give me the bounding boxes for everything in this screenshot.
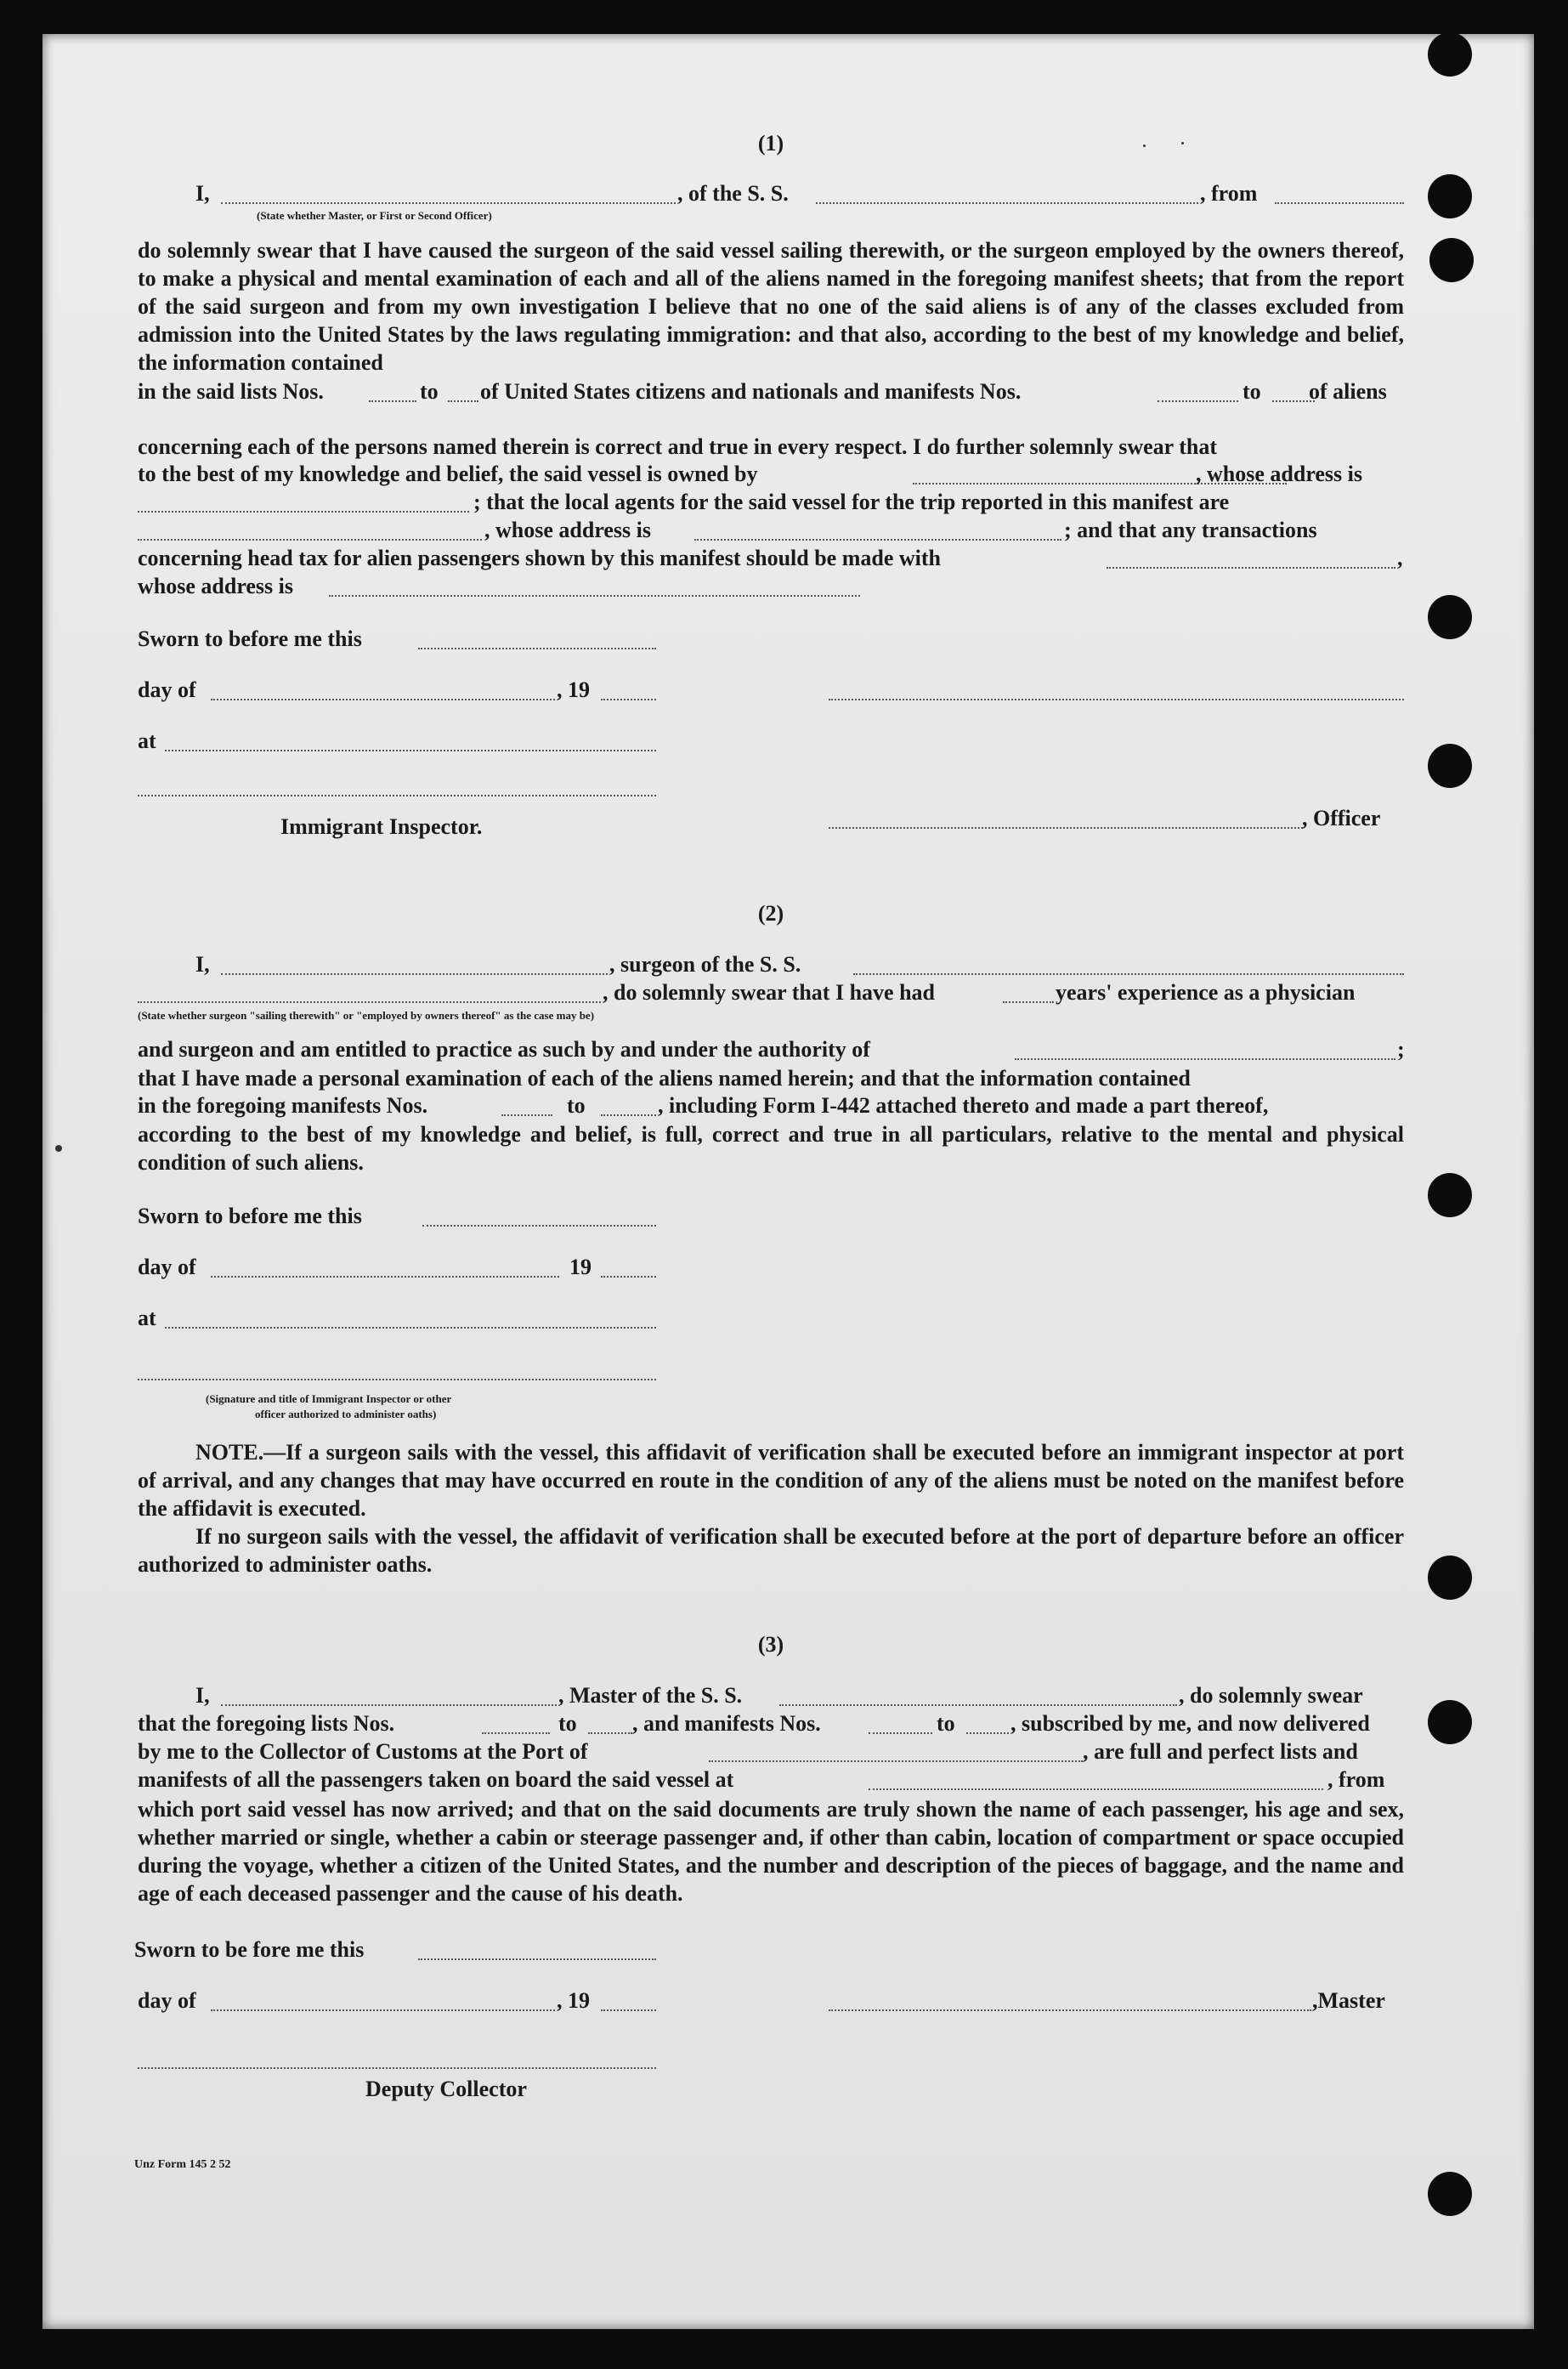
- port-of-arrival-field[interactable]: [709, 1759, 1083, 1762]
- label-i: I,: [195, 1683, 210, 1708]
- boarding-port-field[interactable]: [869, 1787, 1323, 1790]
- label-year-prefix: , 19: [557, 1988, 590, 2013]
- label-of-aliens: of aliens: [1309, 379, 1387, 404]
- day-line-2: [138, 1252, 1404, 1283]
- years-experience-field[interactable]: [1003, 1000, 1054, 1003]
- binder-hole: [1428, 744, 1472, 788]
- signature-note-1: (Signature and title of Immigrant Inspector or other: [206, 1392, 452, 1405]
- concerning-line: concerning each of the persons named therein is correct and true in every respect. I do further solemnly swear that: [138, 434, 1217, 459]
- binder-hole: [1428, 174, 1472, 218]
- agents-line: [138, 487, 1404, 518]
- label-to: to: [420, 379, 439, 404]
- label-sworn: Sworn to before me this: [138, 626, 362, 651]
- master-name-field[interactable]: [221, 1703, 557, 1706]
- form-number: Unz Form 145 2 52: [134, 2158, 231, 2171]
- label-to: to: [937, 1711, 955, 1736]
- inspector-signature-field[interactable]: [138, 1377, 656, 1380]
- lists-line-3: [138, 1709, 1404, 1739]
- manifests-from-field[interactable]: [501, 1113, 552, 1116]
- binder-hole: [1428, 32, 1472, 77]
- port-line-3: [138, 1737, 1404, 1767]
- comma: ,: [1397, 546, 1403, 570]
- label-citizens-manifests: of United States citizens and nationals and manifests Nos.: [480, 379, 1022, 404]
- label-to: to: [558, 1711, 577, 1736]
- label-at: at: [138, 728, 156, 753]
- label-whose-address: , whose address is: [1196, 462, 1363, 486]
- surgeon-status-field[interactable]: [138, 1000, 601, 1003]
- surgeon-note: (State whether surgeon "sailing therewith" or "employed by owners thereof" as the case may be): [138, 1009, 595, 1022]
- examination-line: that I have made a personal examination of each of the aliens named herein; and that the information contained: [138, 1066, 1191, 1091]
- label-year-prefix: , 19: [557, 677, 590, 702]
- label-foregoing-lists: that the foregoing lists Nos.: [138, 1711, 395, 1736]
- deputy-line: [138, 2074, 1404, 2105]
- label-master: ,Master: [1312, 1988, 1385, 2013]
- section-2-heading: (2): [757, 901, 784, 926]
- agents-field[interactable]: [138, 537, 482, 541]
- label-whose-address: whose address is: [138, 574, 294, 598]
- binder-hole: [1428, 1173, 1472, 1217]
- master-name-field[interactable]: [221, 201, 676, 204]
- semicolon: ;: [1397, 1037, 1405, 1062]
- label-taken-on-board: manifests of all the passengers taken on board the said vessel at: [138, 1767, 734, 1792]
- day-of-field[interactable]: [211, 2008, 555, 2011]
- at-place-field[interactable]: [165, 1325, 656, 1329]
- label-to: to: [567, 1093, 586, 1118]
- sworn-line-2: [138, 1201, 1404, 1232]
- label-officer: , Officer: [1302, 806, 1381, 830]
- master-line: [138, 179, 1404, 209]
- label-manifests-nos: , and manifests Nos.: [632, 1711, 821, 1736]
- binder-hole: [1428, 595, 1472, 639]
- boarding-line-3: [138, 1765, 1404, 1795]
- lists-to-field[interactable]: [448, 399, 478, 402]
- label-foregoing-manifests: in the foregoing manifests Nos.: [138, 1093, 428, 1118]
- label-collector-port: by me to the Collector of Customs at the Port of: [138, 1739, 588, 1764]
- vessel-name-field[interactable]: [816, 201, 1198, 204]
- label-immigrant-inspector: Immigrant Inspector.: [280, 814, 483, 839]
- label-whose-address: , whose address is: [484, 518, 652, 542]
- note-paragraph-1: NOTE.—If a surgeon sails with the vessel, this affidavit of verification shall be executed before an immigrant inspector at port of arrival, and any changes that may have occurred en route in the condition of any of the aliens must be noted on the manifest before the affidavit is executed.: [138, 1440, 1404, 1521]
- master-line-3: [138, 1680, 1404, 1711]
- day-line-1: [138, 675, 1404, 706]
- vessel-name-field[interactable]: [779, 1703, 1177, 1706]
- manifests-from-field[interactable]: [869, 1731, 932, 1734]
- label-full-perfect: , are full and perfect lists and: [1083, 1739, 1358, 1764]
- label-lists-nos: in the said lists Nos.: [138, 379, 324, 404]
- owner-line: [138, 459, 1404, 490]
- label-sworn: Sworn to be fore me this: [134, 1937, 365, 1962]
- year-field[interactable]: [601, 697, 656, 700]
- section-3-oath: which port said vessel has now arrived; and that on the said documents are truly shown the name of each passenger, his age and sex, whether married or single, whether a cabin or steerage passenger and, if other than cabin, location of compartment or space occupied during the voyage, whether a citizen of the United States, and the number and description of the pieces of baggage, and the name and age of each deceased passenger and the cause of his death.: [138, 1797, 1404, 1906]
- sworn-date-field[interactable]: [418, 646, 656, 649]
- label-authority: and surgeon and am entitled to practice as such by and under the authority of: [138, 1037, 870, 1062]
- sworn-line-1: [138, 624, 1404, 655]
- inspector-signature-field[interactable]: [138, 793, 656, 796]
- sworn-date-field[interactable]: [418, 1957, 656, 1960]
- deputy-collector-signature-field[interactable]: [138, 2066, 656, 2069]
- label-from: , from: [1200, 181, 1258, 206]
- label-form-i442: , including Form I-442 attached thereto and made a part thereof,: [658, 1093, 1269, 1118]
- authority-line: [138, 1034, 1404, 1065]
- agents-address-field[interactable]: [694, 537, 1061, 541]
- lists-line: [138, 377, 1404, 407]
- master-note: (State whether Master, or First or Second Officer): [257, 209, 492, 222]
- agents-address-line: [138, 515, 1404, 546]
- label-owned-by: to the best of my knowledge and belief, the said vessel is owned by: [138, 462, 758, 486]
- label-deputy-collector: Deputy Collector: [365, 2077, 527, 2101]
- day-of-field[interactable]: [211, 1274, 559, 1278]
- surgeon-name-field[interactable]: [221, 972, 608, 975]
- lists-to-field[interactable]: [588, 1731, 632, 1734]
- note-paragraph-2: If no surgeon sails with the vessel, the affidavit of verification shall be executed before at the port of departure before an officer authorized to administer oaths.: [138, 1524, 1404, 1577]
- lists-from-field[interactable]: [482, 1731, 550, 1734]
- lists-from-field[interactable]: [369, 399, 416, 402]
- label-surgeon-of-ss: , surgeon of the S. S.: [609, 952, 801, 977]
- manifest-verification-sheet: [42, 34, 1534, 2329]
- manifests-from-field[interactable]: [1158, 399, 1238, 402]
- year-field[interactable]: [601, 1274, 656, 1278]
- ink-speck: [55, 1145, 62, 1152]
- section-2-oath-end: according to the best of my knowledge and belief, is full, correct and true in all particulars, relative to the mental and physical condition of such aliens.: [138, 1122, 1404, 1175]
- label-local-agents: ; that the local agents for the said vessel for the trip reported in this manifest are: [473, 490, 1230, 514]
- whose-address-line: [138, 571, 1404, 602]
- authority-field[interactable]: [1015, 1057, 1395, 1060]
- at-line-1: [138, 726, 1404, 757]
- label-sworn: Sworn to before me this: [138, 1204, 362, 1228]
- label-master-of-ss: , Master of the S. S.: [558, 1683, 743, 1708]
- port-from-field[interactable]: [1275, 201, 1404, 204]
- head-tax-line: [138, 543, 1404, 574]
- section-1-oath: do solemnly swear that I have caused the surgeon of the said vessel sailing therewith, or the surgeon employed by the owners thereof, to make a physical and mental examination of each and all of the aliens named in the foregoing manifest sheets; that from the report of the said surgeon and from my own investigation I believe that no one of the said aliens is of any of the classes excluded from admission into the United States by the laws regulating immigration: and that also, according to the best of my knowledge and belief, the information contained: [138, 238, 1404, 375]
- label-solemnly-swear: , do solemnly swear that I have had: [603, 980, 936, 1005]
- owner-address-field[interactable]: [138, 509, 469, 513]
- year-field[interactable]: [601, 2008, 656, 2011]
- signature-note-2: officer authorized to administer oaths): [255, 1408, 437, 1420]
- section-3-heading: (3): [757, 1632, 784, 1657]
- master-signature-field[interactable]: [829, 697, 1404, 700]
- master-signature-field[interactable]: [829, 2008, 1311, 2011]
- manifests-line: [138, 1091, 1404, 1121]
- day-line-3: [138, 1986, 1404, 2016]
- label-solemnly-swear: , do solemnly swear: [1179, 1683, 1363, 1708]
- manifests-to-field[interactable]: [966, 1731, 1009, 1734]
- label-i: I,: [195, 952, 210, 977]
- at-place-field[interactable]: [165, 748, 656, 751]
- label-transactions: ; and that any transactions: [1064, 518, 1317, 542]
- day-of-field[interactable]: [211, 697, 555, 700]
- binder-hole: [1428, 2172, 1472, 2216]
- label-from: , from: [1327, 1767, 1385, 1792]
- label-i: I,: [195, 181, 210, 206]
- label-subscribed: , subscribed by me, and now delivered: [1010, 1711, 1370, 1736]
- label-of-ss: , of the S. S.: [677, 181, 789, 206]
- label-at: at: [138, 1306, 156, 1330]
- head-tax-contact-field[interactable]: [1107, 565, 1395, 569]
- experience-line: [138, 978, 1404, 1008]
- sworn-date-field[interactable]: [422, 1223, 656, 1227]
- label-to: to: [1243, 379, 1261, 404]
- surgeon-line: [138, 949, 1404, 980]
- label-years-experience: years' experience as a physician: [1056, 980, 1356, 1005]
- binder-hole: [1429, 238, 1474, 282]
- inspector-line: [138, 803, 1404, 839]
- officer-signature-field[interactable]: [829, 825, 1303, 829]
- surgeon-vessel-field[interactable]: [853, 972, 1404, 975]
- label-head-tax: concerning head tax for alien passengers shown by this manifest should be made with: [138, 546, 942, 570]
- label-day-of: day of: [138, 677, 196, 702]
- at-line-2: [138, 1303, 1404, 1334]
- section-1-heading: (1): [757, 131, 784, 156]
- manifests-to-field[interactable]: [601, 1113, 656, 1116]
- binder-hole: [1428, 1700, 1472, 1744]
- label-day-of: day of: [138, 1255, 196, 1279]
- label-year-prefix: 19: [569, 1255, 592, 1279]
- sworn-line-3: [134, 1935, 1404, 1965]
- binder-hole: [1428, 1556, 1472, 1600]
- head-tax-address-field[interactable]: [329, 593, 860, 597]
- label-day-of: day of: [138, 1988, 196, 2013]
